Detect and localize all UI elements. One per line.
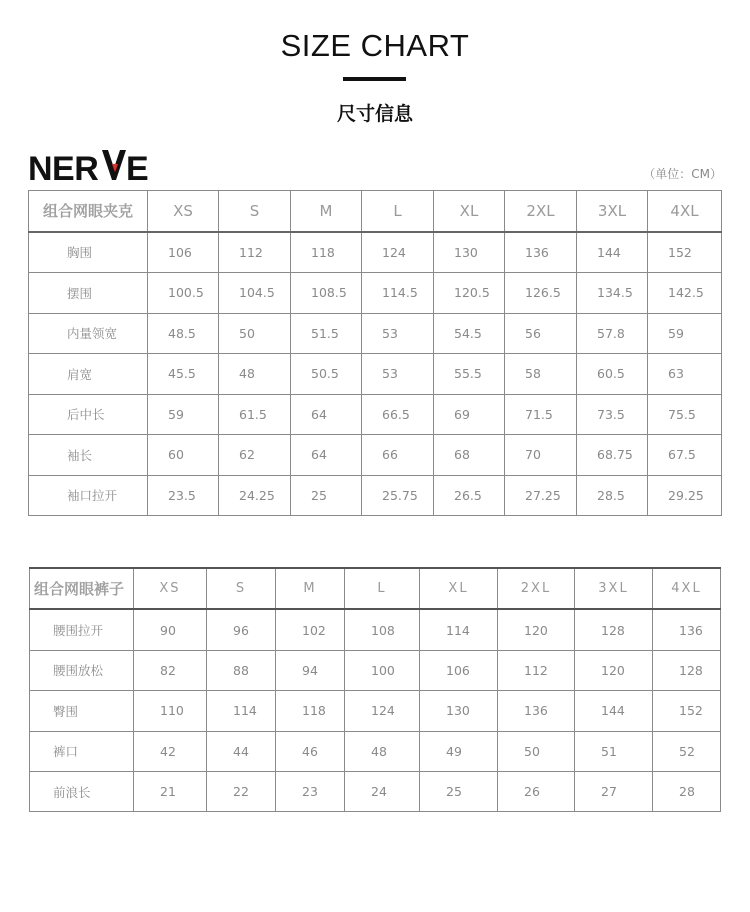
row-label: 前浪长 — [30, 771, 134, 811]
table-corner-label: 组合网眼夹克 — [29, 191, 148, 232]
table-cell: 128 — [575, 609, 653, 650]
table-cell: 136 — [653, 609, 721, 650]
size-header: XL — [420, 568, 498, 609]
table-cell: 120 — [575, 650, 653, 690]
table-row — [30, 609, 721, 650]
table-cell: 61.5 — [219, 394, 291, 435]
row-label: 肩宽 — [29, 354, 148, 395]
table-row — [30, 771, 721, 811]
table-row — [29, 394, 722, 435]
size-header: XS — [148, 191, 219, 232]
title-underline — [343, 77, 406, 81]
table-cell: 67.5 — [648, 435, 722, 476]
table-cell: 51.5 — [291, 313, 362, 354]
row-label: 腰围放松 — [30, 650, 134, 690]
table-cell: 114 — [420, 609, 498, 650]
table-cell: 134.5 — [577, 273, 648, 314]
table-cell: 63 — [648, 354, 722, 395]
table-cell: 25.75 — [362, 475, 434, 516]
size-header: 4XL — [653, 568, 721, 609]
table-cell: 23.5 — [148, 475, 219, 516]
table-cell: 102 — [276, 609, 345, 650]
table-cell: 90 — [134, 609, 207, 650]
table-cell: 108 — [345, 609, 420, 650]
table-cell: 82 — [134, 650, 207, 690]
table-cell: 21 — [134, 771, 207, 811]
table-cell: 144 — [575, 691, 653, 731]
table-cell: 28.5 — [577, 475, 648, 516]
table-cell: 124 — [362, 232, 434, 273]
size-header: XL — [434, 191, 505, 232]
table-row — [29, 232, 722, 273]
table-cell: 62 — [219, 435, 291, 476]
table-cell: 45.5 — [148, 354, 219, 395]
table-cell: 42 — [134, 731, 207, 771]
table-cell: 118 — [276, 691, 345, 731]
table-cell: 106 — [420, 650, 498, 690]
size-header: L — [362, 191, 434, 232]
table-row — [29, 475, 722, 516]
table-cell: 51 — [575, 731, 653, 771]
table-row — [29, 435, 722, 476]
page-title: SIZE CHART — [280, 28, 470, 63]
table-cell: 55.5 — [434, 354, 505, 395]
table-cell: 96 — [207, 609, 276, 650]
table-cell: 118 — [291, 232, 362, 273]
table-cell: 48 — [219, 354, 291, 395]
table-cell: 106 — [148, 232, 219, 273]
table-cell: 56 — [505, 313, 577, 354]
table-cell: 26 — [498, 771, 575, 811]
table-cell: 27.25 — [505, 475, 577, 516]
table-cell: 120 — [498, 609, 575, 650]
table-cell: 108.5 — [291, 273, 362, 314]
svg-text:E: E — [126, 150, 149, 184]
size-header: 3XL — [577, 191, 648, 232]
size-header: 4XL — [648, 191, 722, 232]
table-row — [29, 313, 722, 354]
row-label: 袖长 — [29, 435, 148, 476]
table-cell: 100 — [345, 650, 420, 690]
nerve-logo — [28, 144, 154, 184]
table-cell: 64 — [291, 394, 362, 435]
table-cell: 24.25 — [219, 475, 291, 516]
page-subtitle: 尺寸信息 — [336, 103, 413, 125]
table-row — [29, 273, 722, 314]
table-cell: 59 — [648, 313, 722, 354]
table-cell: 52 — [653, 731, 721, 771]
table-cell: 73.5 — [577, 394, 648, 435]
svg-text:NER: NER — [28, 150, 99, 184]
table-cell: 70 — [505, 435, 577, 476]
table-cell: 136 — [498, 691, 575, 731]
size-header: 2XL — [505, 191, 577, 232]
table-cell: 60.5 — [577, 354, 648, 395]
table-cell: 24 — [345, 771, 420, 811]
table-cell: 152 — [653, 691, 721, 731]
table-cell: 25 — [291, 475, 362, 516]
table-cell: 126.5 — [505, 273, 577, 314]
table-cell: 152 — [648, 232, 722, 273]
table-cell: 100.5 — [148, 273, 219, 314]
table-cell: 71.5 — [505, 394, 577, 435]
jacket-size-table — [28, 190, 722, 516]
table-corner-label: 组合网眼裤子 — [30, 568, 134, 609]
table-cell: 136 — [505, 232, 577, 273]
row-label: 臀围 — [30, 691, 134, 731]
table-cell: 144 — [577, 232, 648, 273]
row-label: 摆围 — [29, 273, 148, 314]
table-row — [29, 354, 722, 395]
size-header: M — [276, 568, 345, 609]
nerve-logo-mark — [28, 144, 154, 184]
row-label: 后中长 — [29, 394, 148, 435]
row-label: 内量领宽 — [29, 313, 148, 354]
table-cell: 68.75 — [577, 435, 648, 476]
table-cell: 112 — [219, 232, 291, 273]
table-cell: 88 — [207, 650, 276, 690]
table-cell: 22 — [207, 771, 276, 811]
table-cell: 50 — [219, 313, 291, 354]
table-cell: 57.8 — [577, 313, 648, 354]
table-cell: 46 — [276, 731, 345, 771]
pants-size-table — [29, 567, 721, 812]
table-cell: 94 — [276, 650, 345, 690]
size-header: 3XL — [575, 568, 653, 609]
table-cell: 130 — [420, 691, 498, 731]
table-cell: 48 — [345, 731, 420, 771]
size-header: S — [219, 191, 291, 232]
size-header: XS — [134, 568, 207, 609]
table-row — [30, 731, 721, 771]
table-cell: 130 — [434, 232, 505, 273]
table-cell: 49 — [420, 731, 498, 771]
table-cell: 50 — [498, 731, 575, 771]
table-cell: 68 — [434, 435, 505, 476]
table-cell: 114.5 — [362, 273, 434, 314]
table-cell: 142.5 — [648, 273, 722, 314]
table-cell: 104.5 — [219, 273, 291, 314]
table-cell: 29.25 — [648, 475, 722, 516]
table-cell: 59 — [148, 394, 219, 435]
table-cell: 64 — [291, 435, 362, 476]
table-cell: 75.5 — [648, 394, 722, 435]
table-cell: 120.5 — [434, 273, 505, 314]
table-cell: 53 — [362, 354, 434, 395]
table-cell: 48.5 — [148, 313, 219, 354]
size-header: L — [345, 568, 420, 609]
table-header-row — [30, 568, 721, 609]
table-cell: 66.5 — [362, 394, 434, 435]
size-header: S — [207, 568, 276, 609]
table-cell: 128 — [653, 650, 721, 690]
table-cell: 26.5 — [434, 475, 505, 516]
table-cell: 124 — [345, 691, 420, 731]
table-cell: 28 — [653, 771, 721, 811]
table-cell: 53 — [362, 313, 434, 354]
row-label: 腰围拉开 — [30, 609, 134, 650]
table-cell: 54.5 — [434, 313, 505, 354]
unit-note: （单位：CM） — [643, 167, 722, 181]
table-cell: 50.5 — [291, 354, 362, 395]
table-cell: 69 — [434, 394, 505, 435]
table-cell: 27 — [575, 771, 653, 811]
table-cell: 58 — [505, 354, 577, 395]
table-cell: 112 — [498, 650, 575, 690]
table-cell: 114 — [207, 691, 276, 731]
table-cell: 60 — [148, 435, 219, 476]
table-row — [30, 650, 721, 690]
table-cell: 23 — [276, 771, 345, 811]
size-header: M — [291, 191, 362, 232]
table-row — [30, 691, 721, 731]
row-label: 胸围 — [29, 232, 148, 273]
row-label: 袖口拉开 — [29, 475, 148, 516]
table-cell: 110 — [134, 691, 207, 731]
table-cell: 25 — [420, 771, 498, 811]
row-label: 裤口 — [30, 731, 134, 771]
size-header: 2XL — [498, 568, 575, 609]
table-cell: 66 — [362, 435, 434, 476]
table-header-row — [29, 191, 722, 232]
table-cell: 44 — [207, 731, 276, 771]
